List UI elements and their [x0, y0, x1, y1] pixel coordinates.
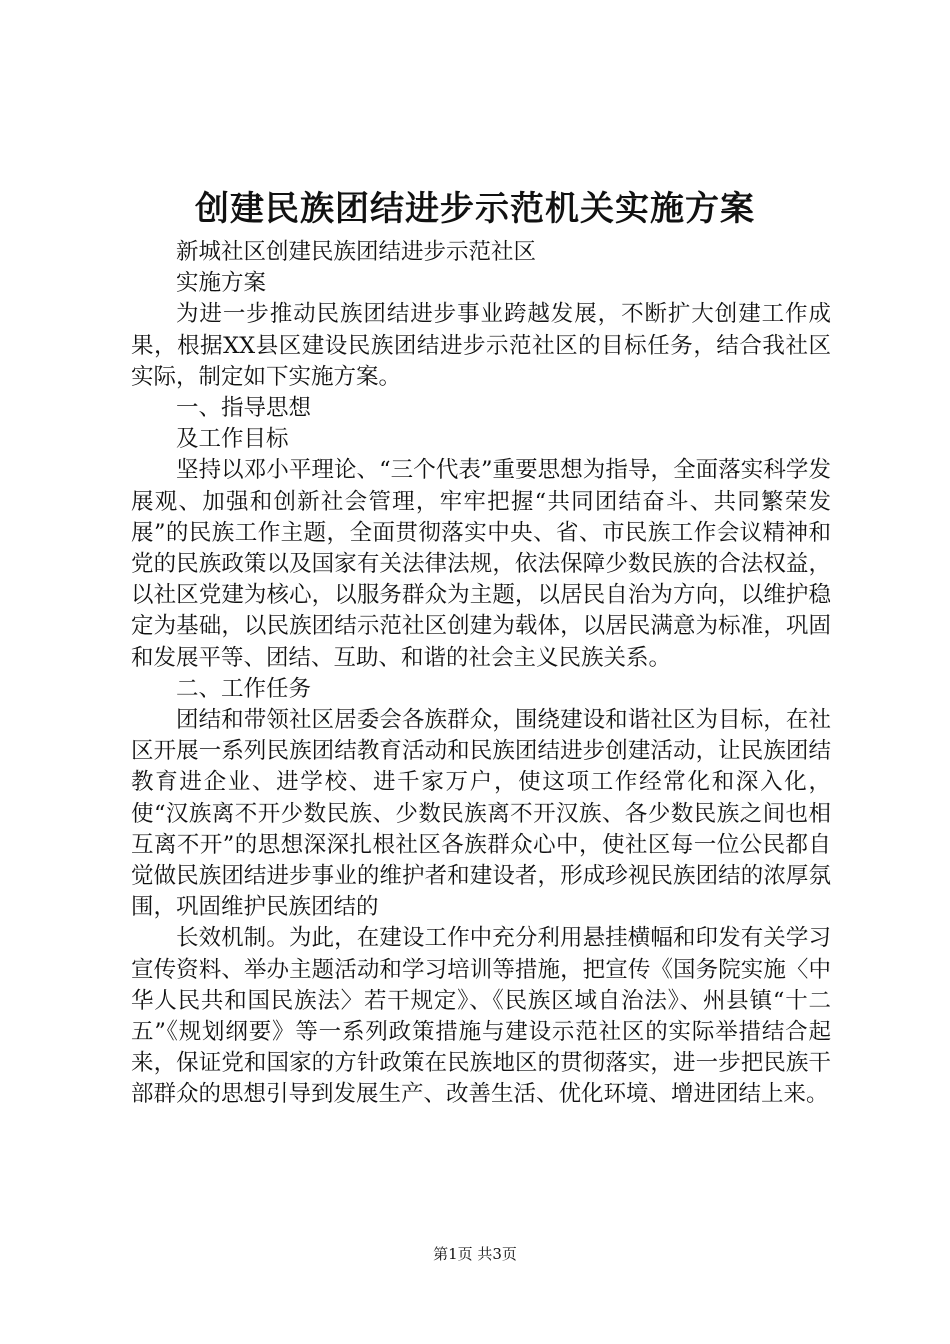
- section-heading-guiding-ideology: 一、指导思想: [176, 395, 312, 422]
- document-title: 创建民族团结进步示范机关实施方案: [195, 189, 755, 229]
- paragraph-guiding-ideology: 坚持以邓小平理论、“三个代表”重要思想为指导，全面落实科学发展观、加强和创新社会管理，牢牢把握“共同团结奋斗、共同繁荣发展”的民族工作主题，全面贯彻落实中央、省、市民族工作会议精神和党的民族政策以及国家有关法律法规，依法保障少数民族的合法权益，以社区党建为核心，以服务群众为主题，以居民自治为方向，以维护稳定为基础，以民族团结示范社区创建为载体，以居民满意为标准，巩固和发展平等、团结、互助、和谐的社会主义民族关系。: [131, 457, 831, 671]
- document-body: [131, 237, 831, 1111]
- paragraph-intro: 为进一步推动民族团结进步事业跨越发展，不断扩大创建工作成果，根据XX县区建设民族团结进步示范社区的目标任务，结合我社区实际，制定如下实施方案。: [131, 301, 831, 390]
- section-heading-work-goals: 及工作目标: [176, 426, 289, 453]
- section-heading-work-tasks: 二、工作任务: [176, 675, 312, 702]
- paragraph-subtitle-line2: 实施方案: [176, 270, 267, 297]
- page-footer: 第1页 共3页: [433, 1245, 517, 1263]
- paragraph-work-tasks: 团结和带领社区居委会各族群众，围绕建设和谐社区为目标，在社区开展一系列民族团结教育活动和民族团结进步创建活动，让民族团结教育进企业、进学校、进千家万户，使这项工作经常化和深入化，使“汉族离不开少数民族、少数民族离不开汉族、各少数民族之间也相互离不开”的思想深深扎根社区各族群众心中，使社区每一位公民都自觉做民族团结进步事业的维护者和建设者，形成珍视民族团结的浓厚氛围，巩固维护民族团结的: [131, 707, 831, 921]
- paragraph-subtitle-line1: 新城社区创建民族团结进步示范社区: [176, 239, 537, 265]
- paragraph-long-term-mechanism: 长效机制。为此，在建设工作中充分利用悬挂横幅和印发有关学习宣传资料、举办主题活动和学习培训等措施，把宣传《国务院实施〈中华人民共和国民族法〉若干规定》、《民族区域自治法》、州县镇“十二五”《规划纲要》等一系列政策措施与建设示范社区的实际举措结合起来，保证党和国家的方针政策在民族地区的贯彻落实，进一步把民族干部群众的思想引导到发展生产、改善生活、优化环境、增进团结上来。: [131, 925, 831, 1108]
